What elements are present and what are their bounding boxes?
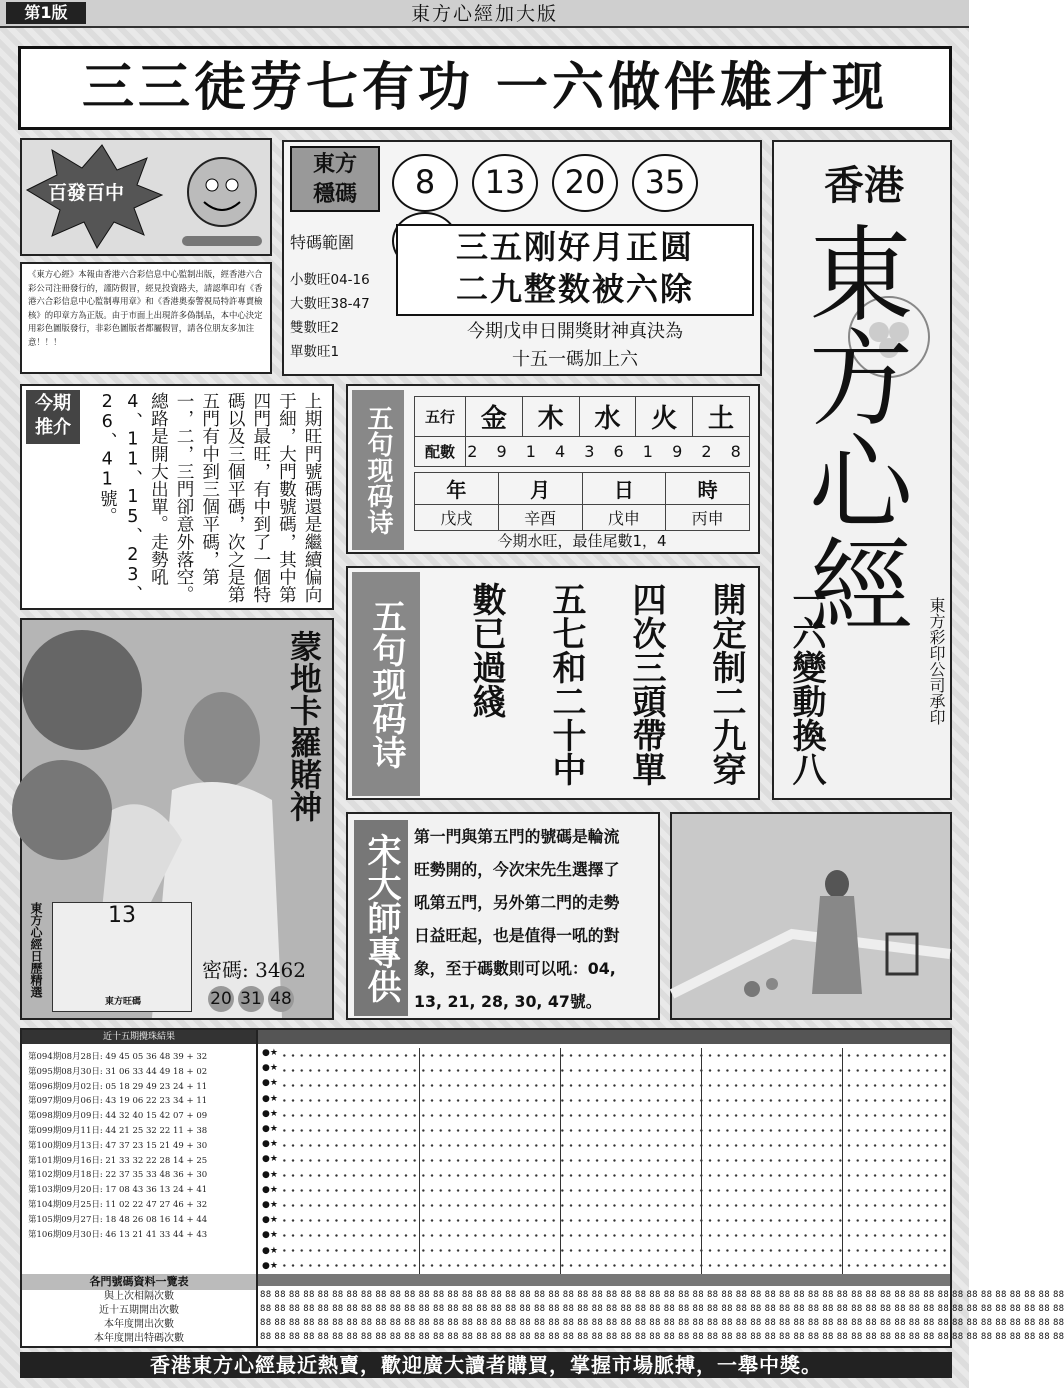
special-code: 密碼: 3462	[202, 958, 306, 982]
summary-title: 各門號碼資料一覽表	[22, 1274, 256, 1290]
range-list	[290, 268, 370, 364]
recommend-title: 今期 推介	[26, 390, 80, 444]
draw-row: 第099期09月11日: 44 21 25 32 22 11 + 38	[28, 1125, 208, 1136]
recommend-text: 上期旺門號碼還是繼續偏向于細，大門數號碼，其中第四門最旺，有中到了一個特碼以及三個平碼，次之是第五門有中到三個平碼，第一，二，三門卻意外落空。總路是開大出單。走勢吼4、11、15、23、26、41號。	[97, 392, 322, 604]
number-header-strip	[258, 1030, 950, 1044]
draw-row: 第102期09月18日: 22 37 35 33 48 36 + 30	[28, 1170, 208, 1181]
element-cell: 土	[693, 397, 750, 437]
code-number: 8	[392, 154, 458, 212]
publication-title: 東方心經加大版	[410, 3, 558, 25]
brand-name: 東方心經	[791, 220, 913, 636]
draw-row: 第105期09月27日: 18 48 26 08 16 14 + 44	[28, 1214, 208, 1225]
number-circles	[392, 154, 762, 212]
range-item: 單數旺1	[290, 344, 340, 360]
hot-number: 31	[238, 986, 264, 1012]
summary-label: 本年度開出次數	[104, 1319, 174, 1330]
code-number: 13	[472, 154, 538, 212]
divider	[256, 1030, 258, 1346]
master-title: 宋大師專供	[354, 820, 408, 1016]
date-header: 月	[498, 473, 582, 505]
poem-text: 一六變動換八開定制二九穿四次三頭帶單五七和二十中數已過綫	[466, 582, 826, 786]
draw-row: 第098期09月09日: 44 32 40 15 42 07 + 09	[28, 1111, 208, 1122]
poem-side-title-1: 五句现码诗	[352, 390, 404, 550]
special-range-label: 特碼範圍	[290, 233, 355, 252]
dot-grid	[280, 1048, 950, 1278]
painting-illustration-icon	[672, 814, 950, 1018]
stable-code-panel	[282, 140, 762, 376]
results-title: 近十五期攪珠結果	[22, 1030, 256, 1044]
summary-grid	[260, 1288, 1064, 1344]
painting-panel	[670, 812, 952, 1020]
disclaimer: 《東方心經》本報由香港六合彩信息中心監制出版，經香港六合彩公司注冊發行的，謹防假冒，經見投資路夫，請認準印有《香港六合彩信息中心監制專用章》和《香港奧泰警視局特許專賣檢核》的印章方為正版。由于市面上出現許多偽制品，本中心決定用彩色圖版發行，非彩色圖版者都屬假冒，請各位朋友多加注意！！！	[20, 262, 272, 374]
draw-row: 第096期09月02日: 05 18 29 49 23 24 + 11	[28, 1081, 208, 1092]
results-panel	[20, 1028, 1064, 1348]
element-cell: 水	[579, 397, 636, 437]
element-table	[414, 396, 750, 467]
date-header: 年	[415, 473, 499, 505]
range-item: 雙數旺2	[290, 320, 340, 336]
draw-row: 第095期08月30日: 31 06 33 44 49 18 + 02	[28, 1066, 208, 1077]
date-value: 戊戌	[415, 505, 499, 531]
draw-row: 第101期09月16日: 21 33 32 22 28 14 + 25	[28, 1155, 208, 1166]
badge-text: 百發百中	[48, 182, 125, 204]
pair-header: 配數	[415, 437, 466, 467]
footer-slogan: 香港東方心經最近熱賣，歡迎廣大讀者購買，掌握市場脈搏，一舉中獎。	[20, 1352, 952, 1378]
element-header: 五行	[415, 397, 466, 437]
poem-side-title-2: 五句现码诗	[352, 572, 420, 796]
date-table	[414, 472, 750, 531]
photo-panel	[20, 618, 334, 1020]
element-cell: 木	[522, 397, 579, 437]
summary-row: 88 88 88 88 88 88 88 88 88 88 88 88 88 88 88 88 88 88 88 88 88 88 88 88 88 88 88 88 88 88 88 88 88 88 88 88 88 88 88 88 88 88 88 88 88 88 88 88 88 88 88 88 88 88 88 88	[260, 1318, 1064, 1328]
hot-number: 20	[208, 986, 234, 1012]
draw-row: 第106期09月30日: 46 13 21 41 33 44 + 43	[28, 1229, 208, 1240]
top-bar	[0, 0, 969, 28]
summary-row: 88 88 88 88 88 88 88 88 88 88 88 88 88 88 88 88 88 88 88 88 88 88 88 88 88 88 88 88 88 88 88 88 88 88 88 88 88 88 88 88 88 88 88 88 88 88 88 88 88 88 88 88 88 88 88 88	[260, 1304, 1064, 1314]
riddle-text: 今期戊申日開獎財神真決為 十五一碼加上六	[467, 321, 683, 370]
recommend-panel	[20, 384, 334, 610]
verse-box: 三五刚好月正圆 二九整数被六除	[396, 224, 754, 316]
element-cell: 金	[466, 397, 523, 437]
draw-row: 第104期09月25日: 11 02 22 47 27 46 + 32	[28, 1199, 208, 1210]
edition-label: 第1版	[6, 2, 86, 24]
summary-label: 近十五期開出次數	[99, 1305, 179, 1316]
photo-caption: 蒙地卡羅賭神	[285, 630, 323, 822]
draw-row: 第100期09月13日: 47 37 23 15 21 49 + 30	[28, 1140, 208, 1151]
summary-row: 88 88 88 88 88 88 88 88 88 88 88 88 88 88 88 88 88 88 88 88 88 88 88 88 88 88 88 88 88 88 88 88 88 88 88 88 88 88 88 88 88 88 88 88 88 88 88 88 88 88 88 88 88 88 88 88	[260, 1290, 1064, 1300]
code-number: 35	[632, 154, 698, 212]
range-item: 大數旺38-47	[290, 296, 370, 312]
five-element-panel	[346, 384, 760, 554]
calendar-footer: 東方旺碼	[104, 997, 141, 1007]
hot-numbers	[208, 986, 294, 1012]
date-value: 辛酉	[498, 505, 582, 531]
pair-numbers: 2 9 1 4 3 6 1 9 2 8	[466, 437, 750, 467]
draw-row: 第094期08月28日: 49 45 05 36 48 39 + 32	[28, 1052, 208, 1062]
range-item: 小數旺04-16	[290, 272, 370, 288]
date-header: 時	[666, 473, 750, 505]
date-value: 丙申	[666, 505, 750, 531]
draw-row: 第103期09月20日: 17 08 43 36 13 24 + 41	[28, 1185, 208, 1196]
calendar-label: 東方心經日歷精選	[29, 902, 43, 998]
calendar-day: 13	[108, 903, 136, 928]
master-text: 第一門與第五門的號碼是輪流 旺勢開的，今次宋先生選擇了 吼第五門，另外第二門的走勢 日益旺起，也是值得一吼的對 象，至于碼數則可以吼：04, 13, 21, 28, 30, 47號。	[414, 827, 620, 1011]
stable-code-title: 東方 穩碼	[290, 146, 380, 212]
date-header: 日	[582, 473, 666, 505]
summary-row: 88 88 88 88 88 88 88 88 88 88 88 88 88 88 88 88 88 88 88 88 88 88 88 88 88 88 88 88 88 88 88 88 88 88 88 88 88 88 88 88 88 88 88 88 88 88 88 88 88 88 88 88 88 88 88 88	[260, 1332, 1064, 1342]
poem-panel	[346, 566, 826, 800]
hong-kong-label: 香港	[824, 163, 904, 209]
code-number: 20	[552, 154, 618, 212]
headline: 三三徒劳七有功 一六做伴雄才现	[18, 46, 952, 130]
hot-number: 48	[268, 986, 294, 1012]
calendar-card	[52, 902, 192, 1012]
summary-label: 與上次相隔次數	[104, 1291, 174, 1302]
summary-labels	[22, 1290, 256, 1346]
draw-row: 第097期09月06日: 43 19 06 22 23 34 + 11	[28, 1096, 208, 1107]
draw-history	[28, 1050, 254, 1242]
summary-header-strip	[258, 1274, 950, 1286]
date-value: 戊申	[582, 505, 666, 531]
printer-credit: 東方彩印公司承印	[927, 597, 946, 725]
master-panel	[346, 812, 660, 1020]
tail-note: 今期水旺，最佳尾數1，4	[497, 532, 667, 550]
marker-column: ●★ ●★ ●★ ●★ ●★ ●★ ●★ ●★ ●★ ●★ ●★ ●★ ●★ ●★ ●★	[262, 1048, 278, 1271]
summary-label: 本年度開出特碼次數	[94, 1333, 184, 1344]
element-cell: 火	[636, 397, 693, 437]
cartoon-panel	[20, 138, 272, 256]
